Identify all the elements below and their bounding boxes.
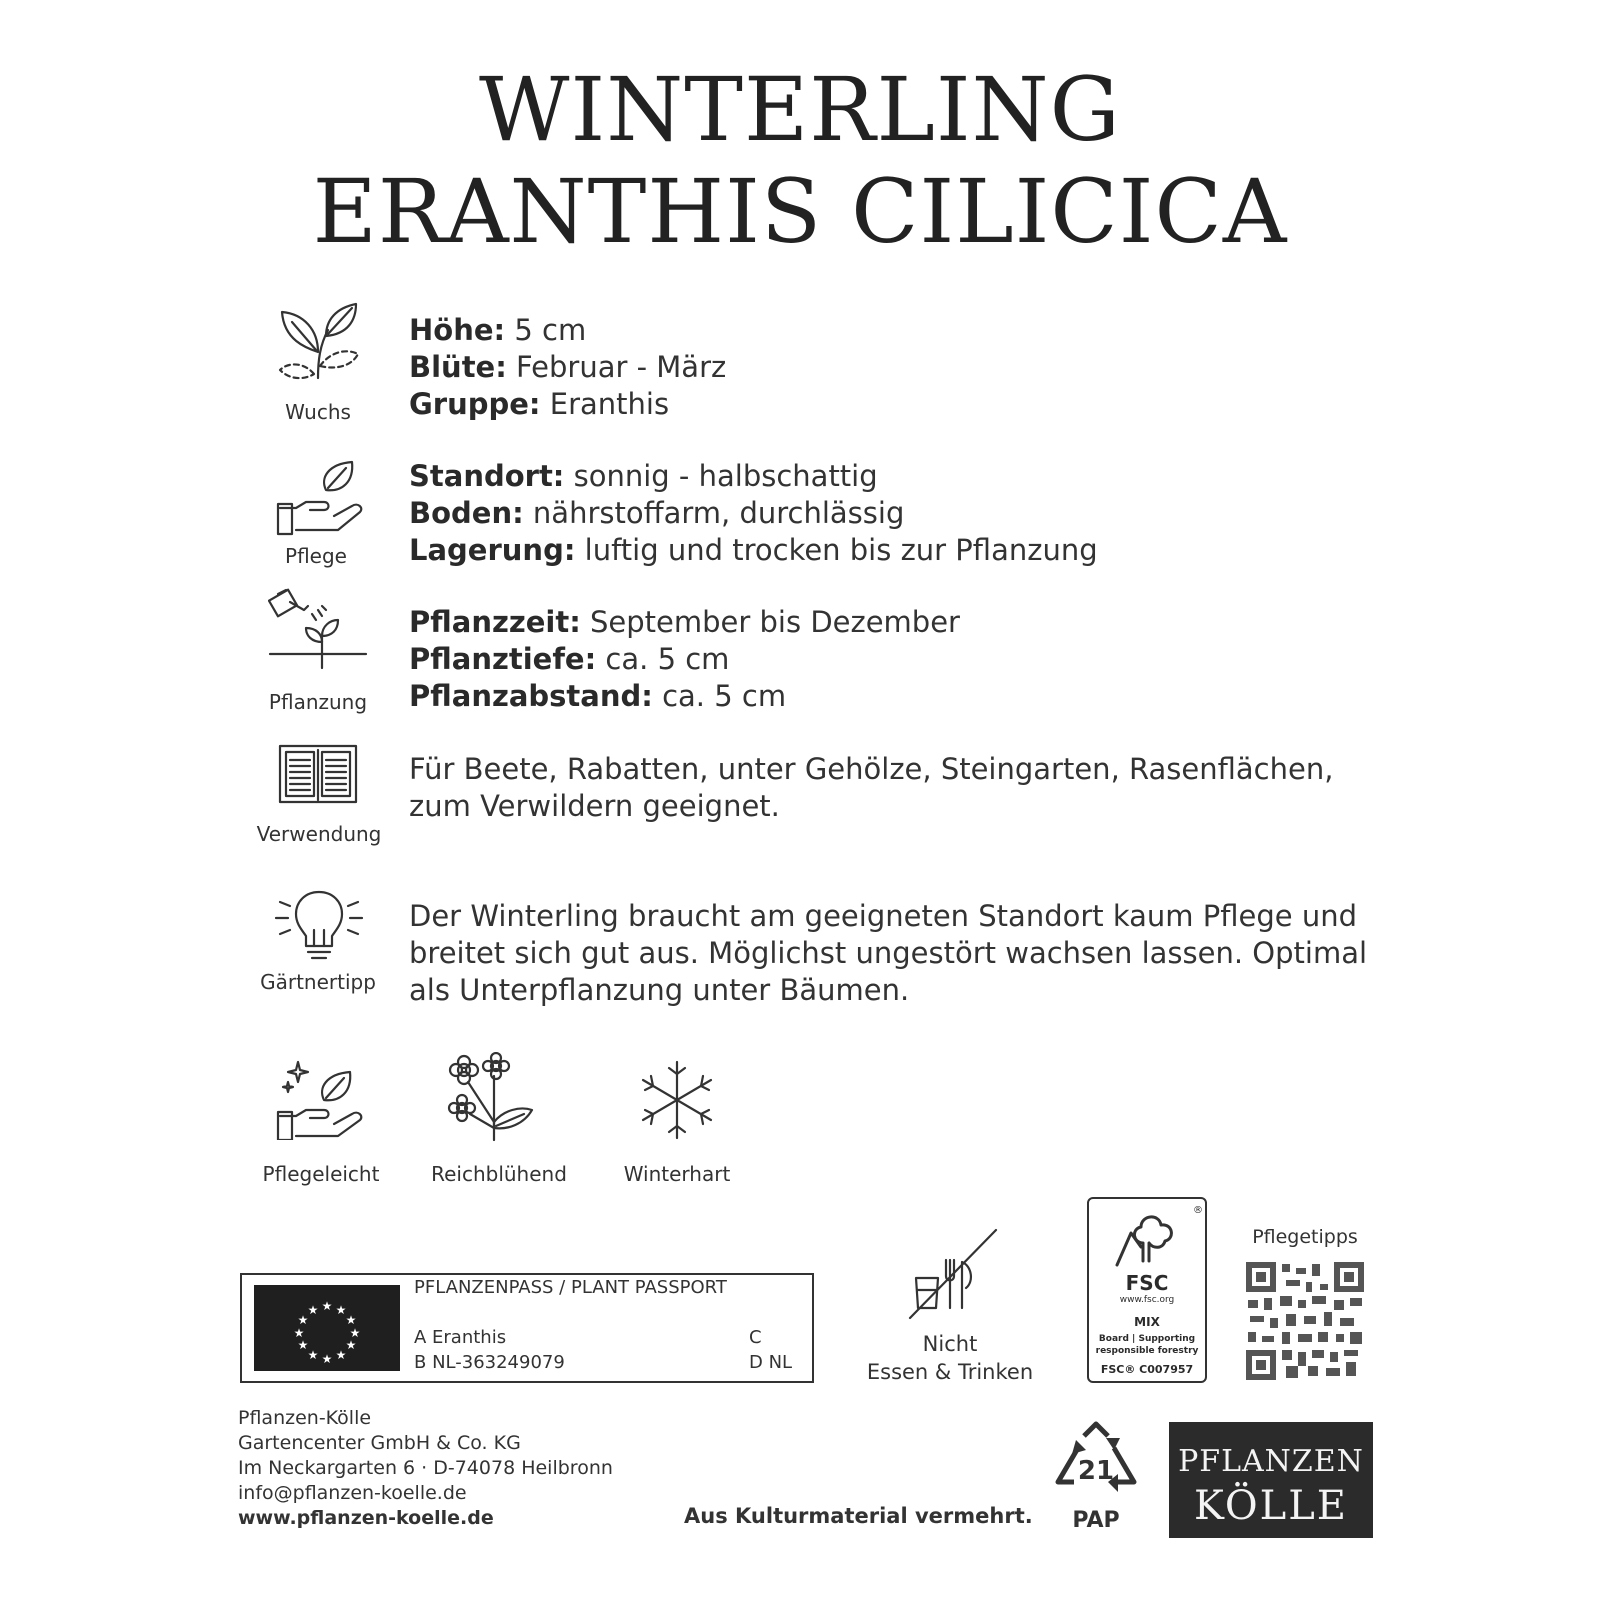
feature-label-reichbluehend: Reichblühend <box>431 1162 567 1186</box>
caption-wuchs: Wuchs <box>285 400 351 424</box>
snowflake-icon <box>637 1060 717 1140</box>
info-line: Pflanzabstand: ca. 5 cm <box>409 679 787 713</box>
eu-stars <box>254 1285 400 1371</box>
info-line: Gruppe: Eranthis <box>409 387 670 421</box>
svg-text:★: ★ <box>321 1352 333 1366</box>
passport-a: A Eranthis <box>414 1327 507 1348</box>
eu-flag-icon <box>254 1285 400 1371</box>
feature-label-winterhart: Winterhart <box>623 1162 731 1186</box>
fsc-claim <box>1089 1333 1205 1357</box>
website-link[interactable]: www.pflanzen-koelle.de <box>238 1507 494 1529</box>
info-line: Standort: sonnig - halbschattig <box>409 459 878 493</box>
title-line-2: ERANTHIS CILICICA <box>312 160 1288 263</box>
svg-text:★: ★ <box>349 1326 361 1340</box>
qr-code-image <box>1246 1262 1364 1380</box>
warning-line-1: Nicht <box>922 1332 978 1356</box>
pflanzung-info <box>409 604 960 715</box>
svg-text:★: ★ <box>335 1303 347 1317</box>
passport-d: D NL <box>749 1352 793 1373</box>
sparkle-hand-leaf-icon <box>276 1060 366 1140</box>
culture-note: Aus Kulturmaterial vermehrt. <box>684 1504 1033 1528</box>
watering-can-sprout-icon <box>268 588 368 678</box>
caption-verwendung: Verwendung <box>256 822 382 846</box>
fsc-claim-line-2: responsible forestry <box>1095 1346 1199 1356</box>
plant-growth-icon <box>276 300 366 390</box>
caption-gaertnertipp: Gärtnertipp <box>260 970 376 994</box>
hand-leaf-icon <box>276 460 366 540</box>
fsc-url: www.fsc.org <box>1119 1295 1175 1305</box>
svg-text:★: ★ <box>345 1313 357 1327</box>
open-book-icon <box>278 744 358 806</box>
not-food-icon <box>904 1226 1000 1322</box>
gaertnertipp-text: Der Winterling braucht am geeigneten Standort kaum Pflege und breitet sich gut aus. Möglichst ungestört wachsen lassen. Optimal als Unterpflanzung unter Bäumen. <box>409 899 1368 1007</box>
caption-pflege: Pflege <box>285 544 347 568</box>
plant-passport <box>240 1273 814 1383</box>
feature-label-pflegeleicht: Pflegeleicht <box>262 1162 380 1186</box>
fsc-tree-icon <box>1113 1209 1183 1269</box>
logo-line-2: KÖLLE <box>1194 1483 1348 1529</box>
pflege-info <box>409 458 1098 569</box>
title-line-1: WINTERLING <box>479 58 1121 161</box>
warning-text <box>860 1330 1040 1386</box>
info-line: Pflanztiefe: ca. 5 cm <box>409 642 730 676</box>
svg-text:★: ★ <box>321 1299 333 1313</box>
qr-label: Pflegetipps <box>1252 1226 1358 1248</box>
address-line-2: Gartencenter GmbH & Co. KG <box>238 1432 521 1454</box>
passport-header: PFLANZENPASS / PLANT PASSPORT <box>414 1277 727 1298</box>
info-line: Höhe: 5 cm <box>409 313 587 347</box>
fsc-code: FSC® C007957 <box>1100 1363 1194 1376</box>
info-line: Boden: nährstoffarm, durchlässig <box>409 496 905 530</box>
svg-text:★: ★ <box>297 1313 309 1327</box>
brand-logo <box>1169 1422 1373 1538</box>
svg-text:★: ★ <box>335 1348 347 1362</box>
svg-text:★: ★ <box>345 1338 357 1352</box>
fsc-claim-line-1: Board | Supporting <box>1098 1334 1196 1344</box>
recycling-code: PAP <box>1072 1508 1120 1533</box>
svg-text:★: ★ <box>297 1338 309 1352</box>
fsc-mix: MIX <box>1134 1315 1160 1329</box>
fsc-logo <box>1087 1197 1207 1383</box>
lightbulb-icon <box>274 886 364 966</box>
svg-text:★: ★ <box>293 1326 305 1340</box>
email-link[interactable]: info@pflanzen-koelle.de <box>238 1482 467 1504</box>
wuchs-info <box>409 312 726 423</box>
fsc-registered: ® <box>1193 1205 1203 1216</box>
passport-b: B NL-363249079 <box>414 1352 565 1373</box>
verwendung-text: Für Beete, Rabatten, unter Gehölze, Steingarten, Rasenflächen, zum Verwildern geeignet. <box>409 752 1334 823</box>
qr-code[interactable] <box>1246 1262 1364 1380</box>
passport-c: C <box>749 1327 762 1348</box>
caption-pflanzung: Pflanzung <box>268 690 368 714</box>
address-line-3: Im Neckargarten 6 · D-74078 Heilbronn <box>238 1457 613 1479</box>
address-line-1: Pflanzen-Kölle <box>238 1407 372 1429</box>
recycling-number: 21 <box>1077 1456 1115 1486</box>
svg-text:★: ★ <box>307 1303 319 1317</box>
fsc-brand: FSC <box>1125 1271 1169 1295</box>
info-line: Lagerung: luftig und trocken bis zur Pflanzung <box>409 533 1098 567</box>
address-block <box>238 1406 613 1531</box>
flower-bouquet-icon <box>446 1052 540 1144</box>
svg-text:★: ★ <box>307 1348 319 1362</box>
info-line: Blüte: Februar - März <box>409 350 727 384</box>
warning-line-2: Essen & Trinken <box>866 1360 1034 1384</box>
info-line: Pflanzzeit: September bis Dezember <box>409 605 960 639</box>
logo-line-1: PFLANZEN <box>1178 1444 1364 1479</box>
